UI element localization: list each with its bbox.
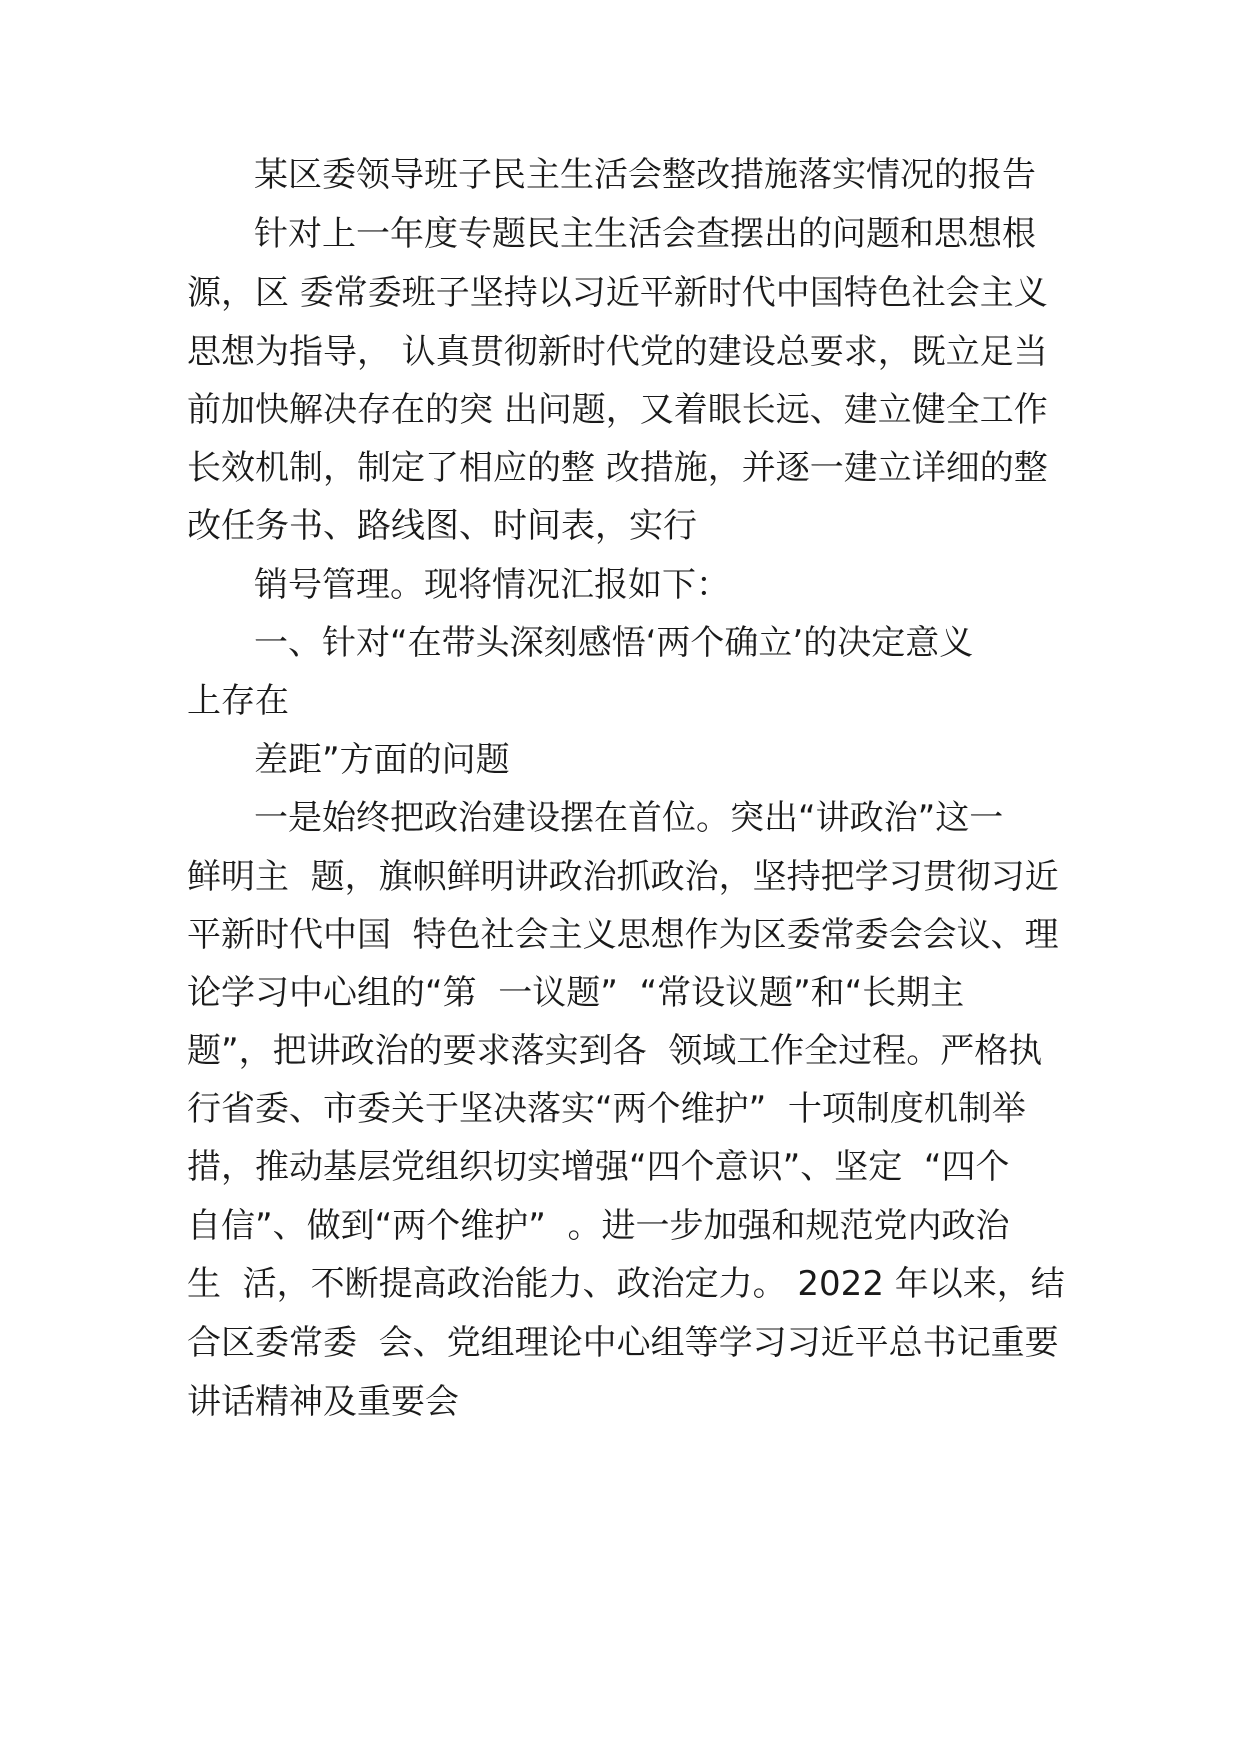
section-heading-line: 上存在 xyxy=(187,681,289,721)
paragraph-line: 平新时代中国 特色社会主义思想作为区委常委会会议、理 xyxy=(187,915,1059,955)
paragraph-line: 行省委、市委关于坚决落实“两个维护” 十项制度机制举 xyxy=(187,1089,1026,1129)
paragraph-line: 自信”、做到“两个维护” 。进一步加强和规范党内政治 xyxy=(187,1206,1010,1246)
paragraph-line: 改任务书、路线图、时间表，实行 xyxy=(187,506,697,546)
paragraph-line: 思想为指导， 认真贯彻新时代党的建设总要求，既立足当 xyxy=(187,332,1048,372)
section-heading-line: 差距”方面的问题 xyxy=(254,740,510,780)
section-heading-line: 一、针对“在带头深刻感悟‘两个确立’的决定意义 xyxy=(254,623,974,663)
paragraph-line: 生 活，不断提高政治能力、政治定力。 2022 年以来，结 xyxy=(187,1264,1065,1304)
document-title: 某区委领导班子民主生活会整改措施落实情况的报告 xyxy=(254,155,1036,195)
paragraph-line: 题”，把讲政治的要求落实到各 领域工作全过程。严格执 xyxy=(187,1031,1043,1071)
paragraph-line: 讲话精神及重要会 xyxy=(187,1382,459,1422)
paragraph-line: 论学习中心组的“第 一议题” “常设议题”和“长期主 xyxy=(187,973,965,1013)
paragraph-line: 长效机制，制定了相应的整 改措施，并逐一建立详细的整 xyxy=(187,448,1048,488)
paragraph-line: 源，区 委常委班子坚持以习近平新时代中国特色社会主义 xyxy=(187,273,1048,313)
paragraph-line: 鲜明主 题，旗帜鲜明讲政治抓政治，坚持把学习贯彻习近 xyxy=(187,857,1059,897)
paragraph-line: 一是始终把政治建设摆在首位。突出“讲政治”这一 xyxy=(254,798,1004,838)
paragraph-line: 销号管理。现将情况汇报如下： xyxy=(254,565,730,605)
paragraph-line: 前加快解决存在的突 出问题，又着眼长远、建立健全工作 xyxy=(187,390,1048,430)
paragraph-line: 措，推动基层党组织切实增强“四个意识”、坚定 “四个 xyxy=(187,1147,1010,1187)
paragraph-line: 合区委常委 会、党组理论中心组等学习习近平总书记重要 xyxy=(187,1323,1059,1363)
paragraph-line: 针对上一年度专题民主生活会查摆出的问题和思想根 xyxy=(254,214,1036,254)
